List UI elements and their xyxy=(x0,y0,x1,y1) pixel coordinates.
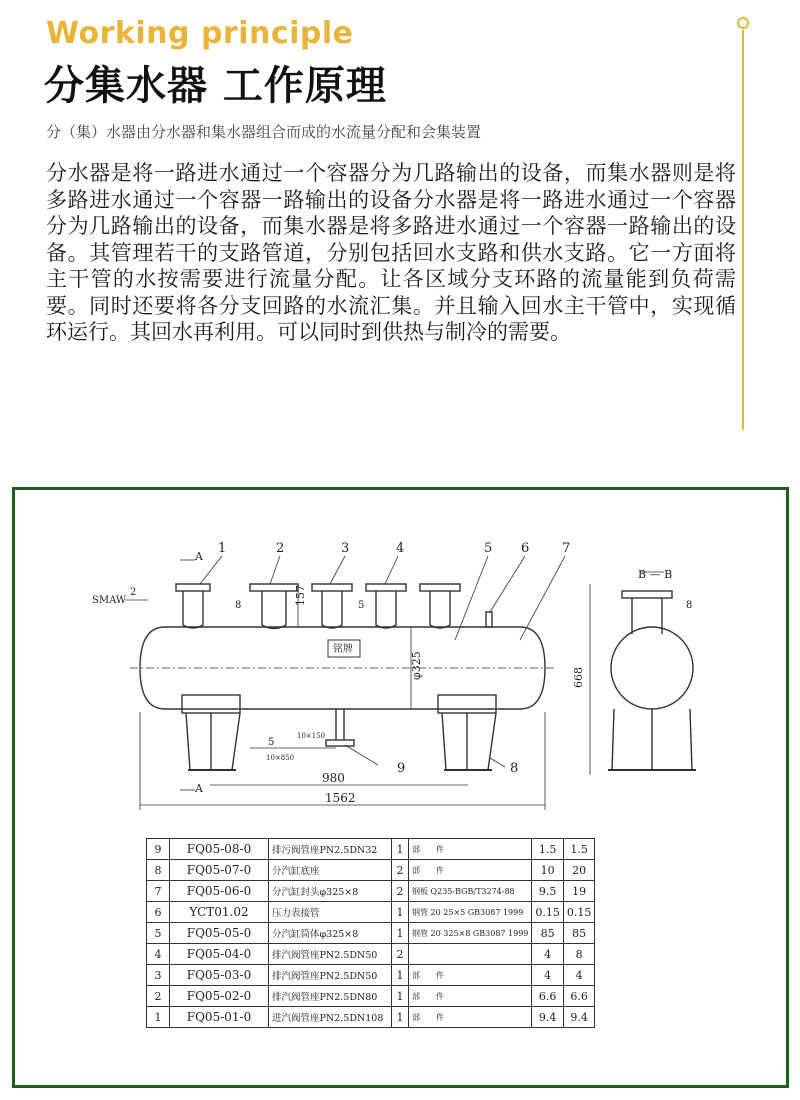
table-cell-qty: 1 xyxy=(392,923,409,944)
nozzle-3 xyxy=(312,584,352,628)
saddle-left xyxy=(182,695,240,770)
section-a-top: A xyxy=(195,550,203,563)
table-cell-w1: 4 xyxy=(532,965,564,986)
page-title: 分集水器 工作原理 xyxy=(44,63,387,109)
table-cell-qty: 1 xyxy=(392,839,409,860)
table-cell-qty: 1 xyxy=(392,986,409,1007)
table-cell-w1: 1.5 xyxy=(532,839,564,860)
table-cell-mat: 钢管 20 25×5 GB3087 1999 xyxy=(409,902,532,923)
table-cell-no: 1 xyxy=(147,1007,170,1028)
table-cell-mat: 部 件 xyxy=(409,860,532,881)
table-row xyxy=(147,944,595,965)
table-cell-no: 8 xyxy=(147,860,170,881)
weld-callout-5b: 5 xyxy=(268,737,275,748)
dim-325: φ325 xyxy=(410,651,423,680)
weld-callout-5: 5 xyxy=(358,600,365,611)
table-cell-mat: 部 件 xyxy=(409,1007,532,1028)
table-cell-w1: 9.4 xyxy=(532,1007,564,1028)
table-cell-code: FQ05-04-0 xyxy=(170,944,269,965)
nameplate-label: 铭牌 xyxy=(333,644,353,655)
part-label-6: 6 xyxy=(521,541,530,556)
lead-text: 分（集）水器由分水器和集水器组合而成的水流量分配和会集装置 xyxy=(46,123,482,141)
table-cell-mat: 部 件 xyxy=(409,965,532,986)
table-cell-name: 压力表接管 xyxy=(269,902,392,923)
body-paragraph: 分水器是将一路进水通过一个容器分为几路输出的设备，而集水器则是将多路进水通过一个容器一路输出的设备分水器是将一路进水通过一个容器分为几路输出的设备，而集水器是将多路进水通过一个容器一路输出的设备。其管理若干的支路管道，分别包括回水支路和供水支路。它一方面将主干管的水按需要进行流量分配。让各区域分支环路的流量能到负荷需要。同时还要将各分支回路的水流汇集。并且输入回水主干管中，实现循环运行。其回水再利用。可以同时到供热与制冷的需要。 xyxy=(46,161,736,344)
table-cell-qty: 1 xyxy=(392,965,409,986)
nozzle-4 xyxy=(366,584,406,628)
weld-callout-8: 8 xyxy=(235,600,242,611)
table-cell-code: FQ05-05-0 xyxy=(170,923,269,944)
table-cell-qty: 1 xyxy=(392,902,409,923)
table-row xyxy=(147,965,595,986)
dim-1562: 1562 xyxy=(325,791,356,805)
table-cell-code: FQ05-03-0 xyxy=(170,965,269,986)
table-row xyxy=(147,986,595,1007)
side-view xyxy=(608,591,696,770)
weld-callout-2: 2 xyxy=(130,587,137,598)
table-cell-code: FQ05-08-0 xyxy=(170,839,269,860)
table-cell-name: 进汽阀管座PN2.5DN108 xyxy=(269,1007,392,1028)
dim-10x850: 10×850 xyxy=(266,754,295,762)
table-cell-name: 排汽阀管座PN2.5DN80 xyxy=(269,986,392,1007)
table-cell-w2: 1.5 xyxy=(563,839,595,860)
part-label-1: 1 xyxy=(218,541,227,556)
dim-668: 668 xyxy=(572,667,585,688)
table-row xyxy=(147,839,595,860)
dim-10x150: 10×150 xyxy=(297,732,326,740)
table-cell-mat: 部 件 xyxy=(409,839,532,860)
section-bb-label: B — B xyxy=(638,568,673,581)
drain-pipe xyxy=(326,709,354,746)
table-cell-w1: 6.6 xyxy=(532,986,564,1007)
table-row xyxy=(147,1007,595,1028)
table-cell-w1: 4 xyxy=(532,944,564,965)
table-cell-no: 5 xyxy=(147,923,170,944)
table-cell-no: 2 xyxy=(147,986,170,1007)
dim-157: 157 xyxy=(294,585,307,606)
part-label-3: 3 xyxy=(341,541,350,556)
parts-table xyxy=(146,838,595,1028)
table-cell-w1: 0.15 xyxy=(532,902,564,923)
table-cell-w1: 85 xyxy=(532,923,564,944)
table-cell-code: FQ05-02-0 xyxy=(170,986,269,1007)
table-cell-qty: 1 xyxy=(392,1007,409,1028)
table-cell-no: 4 xyxy=(147,944,170,965)
table-cell-code: FQ05-07-0 xyxy=(170,860,269,881)
english-subtitle: Working principle xyxy=(46,16,354,51)
table-cell-no: 3 xyxy=(147,965,170,986)
table-cell-w2: 19 xyxy=(563,881,595,902)
table-row xyxy=(147,902,595,923)
table-cell-w2: 6.6 xyxy=(563,986,595,1007)
nozzle-1 xyxy=(176,584,210,628)
part-label-8: 8 xyxy=(510,761,519,776)
table-cell-qty: 2 xyxy=(392,944,409,965)
table-cell-w1: 9.5 xyxy=(532,881,564,902)
table-cell-name: 排污阀管座PN2.5DN32 xyxy=(269,839,392,860)
table-row xyxy=(147,860,595,881)
table-cell-w1: 10 xyxy=(532,860,564,881)
table-cell-mat: 钢板 Q235-BGB/T3274-88 xyxy=(409,881,532,902)
nozzle-2 xyxy=(250,584,298,629)
table-cell-w2: 20 xyxy=(563,860,595,881)
table-cell-w2: 8 xyxy=(563,944,595,965)
gauge-pipe xyxy=(486,612,492,627)
table-cell-qty: 2 xyxy=(392,881,409,902)
saddle-right xyxy=(438,695,496,770)
table-cell-code: FQ05-06-0 xyxy=(170,881,269,902)
weld-callout-8b: 8 xyxy=(686,600,693,611)
nozzle-5 xyxy=(420,584,460,628)
table-cell-name: 分汽缸筒体φ325×8 xyxy=(269,923,392,944)
table-cell-no: 9 xyxy=(147,839,170,860)
part-label-4: 4 xyxy=(396,541,405,556)
table-cell-no: 7 xyxy=(147,881,170,902)
table-cell-w2: 85 xyxy=(563,923,595,944)
table-cell-mat: 钢管 20 325×8 GB3087 1999 xyxy=(409,923,532,944)
table-cell-code: YCT01.02 xyxy=(170,902,269,923)
table-row xyxy=(147,923,595,944)
table-cell-w2: 9.4 xyxy=(563,1007,595,1028)
part-label-2: 2 xyxy=(276,541,285,556)
table-cell-mat: 部 件 xyxy=(409,986,532,1007)
table-cell-name: 分汽缸封头φ325×8 xyxy=(269,881,392,902)
table-cell-name: 分汽缸底座 xyxy=(269,860,392,881)
table-cell-name: 排汽阀管座PN2.5DN50 xyxy=(269,944,392,965)
table-cell-w2: 0.15 xyxy=(563,902,595,923)
part-label-9: 9 xyxy=(397,761,406,776)
table-cell-no: 6 xyxy=(147,902,170,923)
table-cell-mat xyxy=(409,944,532,965)
table-row xyxy=(147,881,595,902)
table-cell-qty: 2 xyxy=(392,860,409,881)
table-cell-name: 排汽阀管座PN2.5DN50 xyxy=(269,965,392,986)
section-a-bottom: A xyxy=(195,782,203,795)
table-cell-code: FQ05-01-0 xyxy=(170,1007,269,1028)
smaw-label: SMAW xyxy=(92,595,127,606)
part-label-7: 7 xyxy=(562,541,571,556)
dim-980: 980 xyxy=(322,771,345,785)
table-cell-w2: 4 xyxy=(563,965,595,986)
part-label-5: 5 xyxy=(484,541,493,556)
